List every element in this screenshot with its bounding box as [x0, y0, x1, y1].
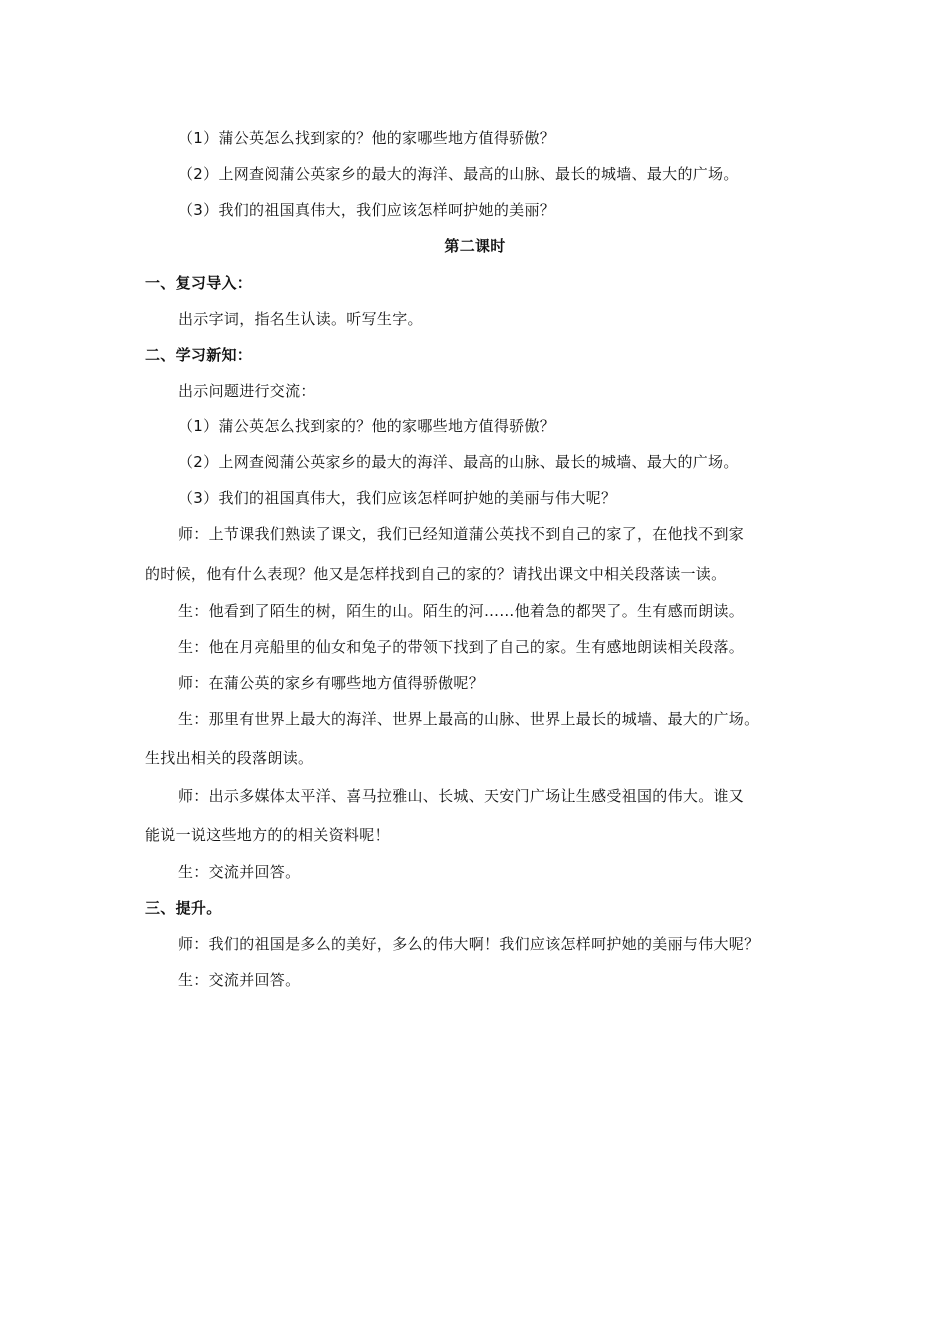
teacher-line-1b: 的时候，他有什么表现？他又是怎样找到自己的家的？请找出课文中相关段落读一读。 — [145, 565, 727, 583]
section3-student-line: 生：交流并回答。 — [178, 971, 301, 989]
teacher-line-1a: 师：上节课我们熟读了课文，我们已经知道蒲公英找不到自己的家了，在他找不到家 — [178, 525, 745, 543]
teacher-line-2: 师：在蒲公英的家乡有哪些地方值得骄傲呢？ — [178, 674, 485, 692]
section3-teacher-line: 师：我们的祖国是多么的美好，多么的伟大啊！我们应该怎样呵护她的美丽与伟大呢？ — [178, 935, 760, 953]
section1-text: 出示字词，指名生认读。听写生字。 — [178, 310, 423, 328]
section2-heading: 二、学习新知： — [145, 346, 253, 364]
intro-question-2: （2）上网查阅蒲公英家乡的最大的海洋、最高的山脉、最长的城墙、最大的广场。 — [178, 165, 739, 183]
lesson-title: 第二课时 — [444, 237, 506, 255]
section2-question-2: （2）上网查阅蒲公英家乡的最大的海洋、最高的山脉、最长的城墙、最大的广场。 — [178, 453, 739, 471]
student-line-4: 生：交流并回答。 — [178, 863, 301, 881]
student-line-3b: 生找出相关的段落朗读。 — [145, 749, 314, 767]
student-line-3a: 生：那里有世界上最大的海洋、世界上最高的山脉、世界上最长的城墙、最大的广场。 — [178, 710, 760, 728]
intro-question-1: （1）蒲公英怎么找到家的？他的家哪些地方值得骄傲？ — [178, 129, 556, 147]
section2-question-3: （3）我们的祖国真伟大，我们应该怎样呵护她的美丽与伟大呢？ — [178, 489, 617, 507]
teacher-line-3b: 能说一说这些地方的的相关资料呢！ — [145, 826, 390, 844]
student-line-2: 生：他在月亮船里的仙女和兔子的带领下找到了自己的家。生有感地朗读相关段落。 — [178, 638, 745, 656]
section2-intro: 出示问题进行交流： — [178, 382, 316, 400]
section3-heading: 三、提升。 — [145, 899, 222, 917]
teacher-line-3a: 师：出示多媒体太平洋、喜马拉雅山、长城、天安门广场让生感受祖国的伟大。谁又 — [178, 787, 745, 805]
student-line-1: 生：他看到了陌生的树，陌生的山。陌生的河……他着急的都哭了。生有感而朗读。 — [178, 602, 745, 620]
intro-question-3: （3）我们的祖国真伟大，我们应该怎样呵护她的美丽？ — [178, 201, 556, 219]
section2-question-1: （1）蒲公英怎么找到家的？他的家哪些地方值得骄傲？ — [178, 417, 556, 435]
section1-heading: 一、复习导入： — [145, 274, 253, 292]
